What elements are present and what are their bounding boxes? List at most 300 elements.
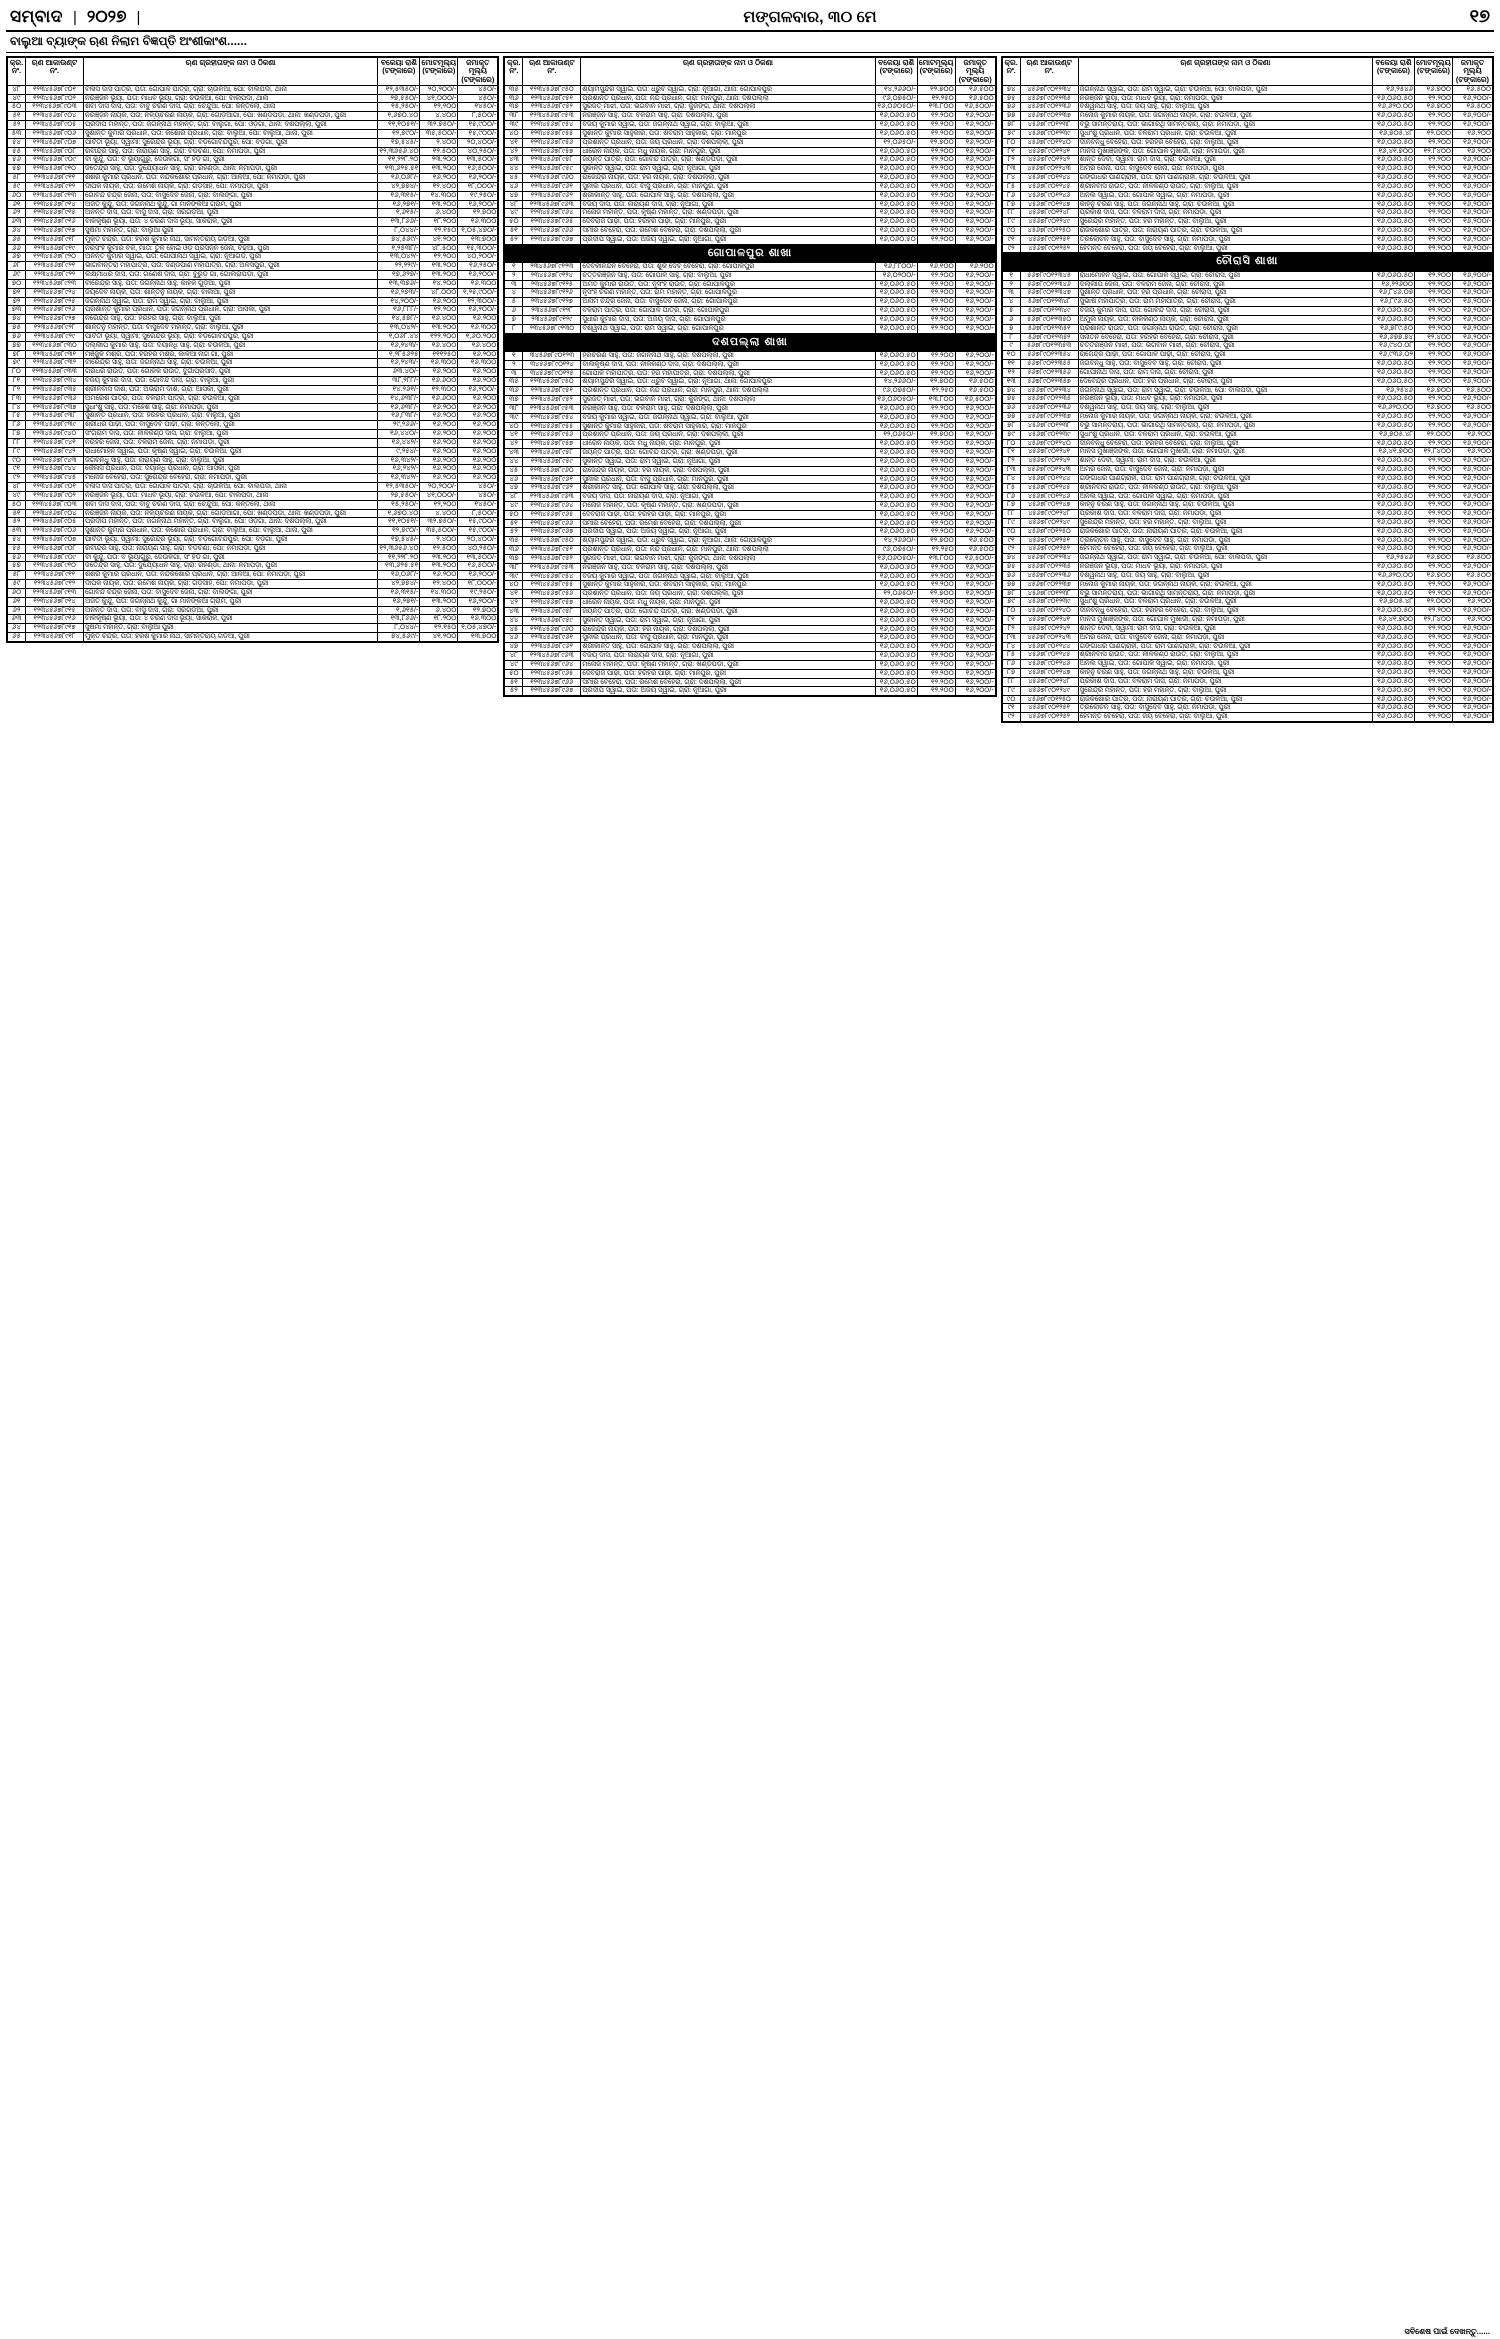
cell-serial: ୬୭ [8,253,26,262]
cell-borrower-name: ସୁଶାନ୍ତ କୁମାର ସାହୁକାର, ପିତା: ଶିବରାମ ସାହୁକାର, ଗ୍ରା: ମାନପୁର [581,422,875,431]
cell-serial: ୨ [505,271,523,280]
cell-deposit-value: ୧୬,୨୦୦/- [955,484,995,493]
table-row [1002,642,1492,651]
table-row [505,563,995,572]
table-row [1002,147,1492,156]
cell-outstanding: ୧୬,୦୬୦.୫୦ [1372,660,1414,669]
cell-deposit-value: ୧୬,୨୦୦/- [1452,138,1492,147]
cell-total-value: ୧୨.୨୦୦ [917,563,955,572]
cell-account: ୧୨୩୪୫୬୭୮୯୧୪ [26,597,84,606]
table-row [505,687,995,696]
cell-account: ୧୨୩୪୫୬୭୮୯୪୪ [26,465,84,474]
cell-outstanding: ୧୨,୦୬୫୦/- [875,590,917,599]
cell-borrower-name: ହେମନ୍ତ ବେହେରା, ପିତା: ଜୟ ବେହେରା, ଗ୍ରା: ବାଲୁଆ, ପୁରୀ [1078,545,1372,554]
cell-serial: ୫୯ [8,182,26,191]
cell-serial: ୪୯ [505,209,523,218]
cell-borrower-name: ସୁକାନ୍ତ ସ୍ୱାଇଁ, ପିତା: ରାମ ସ୍ୱାଇଁ, ଗ୍ରା: ନୂଆଗାଁ, ପୁରୀ [581,457,875,466]
cell-outstanding: ୧୬,୦୬୦.୫୦ [1372,209,1414,218]
cell-total-value: ୧୩.୨୦୦ [420,262,458,271]
cell-deposit-value: ୧୬,୨୦୦/- [955,315,995,324]
cell-outstanding: ୧୩,୮୬୬/- [378,615,420,624]
cell-total-value: ୧୨.୨୦୦ [1414,695,1452,704]
table-row [8,253,498,262]
cell-total-value: ୧୨.୨୦୦ [917,422,955,431]
table-row [8,465,498,474]
cell-outstanding: ୯,୨୫୪/- [378,447,420,456]
cell-serial: ୪୭ [505,484,523,493]
cell-borrower-name: ଶ୍ରୀନିବାସ ରାଉତ, ପିତା: ନୀଳକଣ୍ଠ ରାଉତ, ଗ୍ରା: ବାଲୁଆ, ପୁରୀ [1078,651,1372,660]
cell-account: ୧୨୩୪୫୬୭୮୯୦୬ [26,129,84,138]
cell-total-value: ୧୨.୨୦୦ [1414,209,1452,218]
cell-borrower-name: ସୁନୀଲ ପ୍ରଧାନ, ପିତା: ବାସୁ ପ୍ରଧାନ, ଗ୍ରା: ମାନପୁର, ପୁରୀ [581,634,875,643]
cell-serial: ୭୯ [1002,129,1020,138]
cell-deposit-value: ୮,୫୦୦/- [458,509,498,518]
cell-outstanding: ୧୬,୨୫୪୬ [1372,386,1414,395]
table-row [505,218,995,227]
cell-account: ୧୨୩୪୫୬୭୮୯୩୯ [26,421,84,430]
cell-total-value: ୧୨.୨୦୦ [917,440,955,449]
cell-borrower-name: ଗଙ୍ଗାଧର ପାଣିଗ୍ରାହୀ, ପିତା: ରାମ ପାଣିଗ୍ରାହୀ, ଗ୍ରା: ଚଉଳିଆ, ପୁରୀ [1078,474,1372,483]
table-row [1002,351,1492,360]
cell-deposit-value: ୧୯,୨୫୦/- [458,588,498,597]
cell-deposit-value: ୪୫୦/- [458,483,498,492]
cell-outstanding: ୧୬,୦୬୦.୫୦ [1372,686,1414,695]
table-row [1002,289,1492,298]
cell-borrower-name: ଲକ୍ଷ୍ମୀଧର ଦାସ, ପିତା: ଗଣେଶ ଦାସ, ଗ୍ରା: ବୁରୁଡ଼ି ଗାଁ, ଗୋଲରାପଡ଼ା, ପୁରୀ [84,271,378,280]
table-row [1002,165,1492,174]
cell-account: ୪୫୬୭୮୯୦୧୨୪୭ [1020,669,1078,678]
cell-borrower-name: ସଂଗ୍ରାମ ଦାସ, ପିତା: ନୀଳକଣ୍ଠ ଦାସ, ଗ୍ରା: ବାଲୁଆ, ପୁରୀ [84,430,378,439]
cell-account: ୧୨୩୪୫୬୭୮୯୫୪ [523,413,581,422]
cell-total-value: ୧୨.୨୦୦ [917,519,955,528]
th-account-2: ଋଣ ଆକାଉଣ୍ଟ ନଂ. [523,58,581,86]
cell-serial: ୩୫ [505,85,523,94]
th-account-1: ଋଣ ଆକାଉଣ୍ଟ ନଂ. [26,58,84,86]
cell-total-value: ୨୩.୨୦୦ [420,553,458,562]
cell-total-value: ୧୨.୨୦୦ [1414,271,1452,280]
cell-deposit-value: ୧୬,୨୦୦/- [955,493,995,502]
table-row [505,369,995,378]
cell-total-value: ୧୨.୨୦୦ [1414,713,1452,722]
auction-table-2 [504,57,995,696]
cell-total-value: ୧୩.୨୦୦ [420,597,458,606]
cell-serial: ୮୭ [8,430,26,439]
cell-deposit-value: ୧୬,୨୦୦/- [1452,457,1492,466]
cell-account: ୧୨୩୪୫୬୭୮୯୬୩ [523,493,581,502]
cell-total-value: ୧୬.୨୦୦ [420,571,458,580]
cell-borrower-name: ପ୍ରଶାନ୍ତ ପ୍ରଧାନ, ପିତା: ନନ୍ଦ ପ୍ରଧାନ, ଗ୍ରା: ମାନପୁର, ଥାନା: ଦଶପଲ୍ଲା [581,94,875,103]
cell-outstanding: ୧୬,୦୬୦.୫୦ [1372,633,1414,642]
cell-account: ୧୨୩୪୫୬୭୮୯୬୩ [523,652,581,661]
cell-total-value: ୧୨.୦୦୦ [1414,129,1452,138]
cell-deposit-value: ୧୬,୨୦୦/- [955,218,995,227]
cell-serial: ୭୫ [1002,563,1020,572]
cell-serial: ୩୫ [505,378,523,387]
table-row [505,121,995,130]
table-row [505,634,995,643]
cell-account: ୧୨୩୪୫୬୭୮୯୦୩ [26,103,84,112]
cell-total-value: ୧୨.୨୦୦ [1414,501,1452,510]
cell-borrower-name: ଶ୍ୟାମସୁନ୍ଦର ସ୍ୱାଇଁ, ପିତା: ଧ୍ରୁବ ସ୍ୱାଇଁ, ଗ୍ରା: ନୂଆଗାଁ, ଥାନା: ଗୋପାଳପୁର [581,537,875,546]
cell-total-value: ୧୨.୨୦୦ [917,501,955,510]
cell-serial: ୪୬ [505,475,523,484]
cell-deposit-value: ୧୬,୨୦୦/- [458,174,498,183]
cell-outstanding: ୧୬,୦୬୦.୫୦ [875,298,917,307]
cell-borrower-name: ଗୋବିନ୍ଦ ଚନ୍ଦ୍ର ଜେନା, ପିତା: ବାସୁଦେବ ଜେନା, ଗ୍ରା: ବାଲଙ୍ଗା, ପୁରୀ [84,588,378,597]
table-row [1002,580,1492,589]
cell-deposit-value: ୧୬,୨୦୦/- [458,385,498,394]
cell-account: ୧୨୩୪୫୬୭୮୯୪୧ [26,438,84,447]
cell-outstanding: ୭୪,୫୬୯/- [378,633,420,642]
cell-account: ୪୫୬୭୮୯୦୧୨୩୮ [1020,589,1078,598]
cell-total-value: ୧୨.୨୫୦ [917,387,955,396]
th-due-2: ଜମାକୃତ ମୂଲ୍ୟ (ଟଙ୍କାରେ) [955,58,995,86]
cell-outstanding: ୧୬,୪୧.୭୦୦ [1372,448,1414,457]
cell-borrower-name: ନିରଞ୍ଜନ ନାୟକ, ପିତା: ନିଳ୍ୟଚରଣ ନାୟକ, ଗ୍ରା: ଗୋଡ଼ିଆଗାଁ, ପୋ: ଖଣ୍ଡପଡ଼ା, ଥାନା: ଖଣ୍ଡପଡ଼ା, ପୁରୀ [84,112,378,121]
cell-deposit-value: ୧୬.୫୦୦ [955,94,995,103]
cell-borrower-name: ପ୍ରଶାନ୍ତ ପ୍ରଧାନ, ପିତା: ଜୟ ପ୍ରଧାନ, ଗ୍ରା: ଦଶପଲ୍ଲା, ପୁରୀ [581,431,875,440]
th-serial-2: କ୍ର. ନଂ. [505,58,523,86]
cell-outstanding: ୨୭,୫୫୦/- [378,94,420,103]
cell-borrower-name: ମନୋଜ କୁମାର ନାୟକ, ପିତା: ଜଗନ୍ନାଥ ନାୟକ, ଗ୍ରା: ଚଉଳିଆ, ପୁରୀ [1078,580,1372,589]
table-row [1002,421,1492,430]
cell-borrower-name: ଦେବରାଜ ପାଢ଼ୀ, ପିତା: ହରିହର ପାଢ଼ୀ, ଗ୍ରା: ମାନପୁର, ପୁରୀ [581,510,875,519]
cell-serial: ୮୮ [1002,510,1020,519]
cell-outstanding: ୧୬,୦୬୦.୫୦ [1372,483,1414,492]
cell-serial: ୪୦ [505,129,523,138]
cell-deposit-value: ୧୬,୨୦୦/- [955,616,995,625]
cell-borrower-name: ବାଳକୃଷ୍ଣ ଭୂୟାଁ, ପିତା: ୪ ଚରଣ ଦାସ ଭୂୟାଁ, ସାକରାଳ, ପୁରୀ [84,615,378,624]
cell-deposit-value: ୧୬,୨୦୦/- [1452,360,1492,369]
cell-borrower-name: ମନୋଜ କୁମାର ନାୟକ, ପିତା: ଜଗନ୍ନାଥ ନାୟକ, ଗ୍ରା: ଚଉଳିଆ, ପୁରୀ [1078,112,1372,121]
table-row [1002,156,1492,165]
cell-borrower-name: ଶିଶିର କୁମାର ପ୍ରଧାନ, ପିତା: ନନ୍ଦକିଶୋର ପ୍ରଧାନ, ଗ୍ରା: ଆଳିଆ, ପୋ: ନିମାପଡ଼ା, ପୁରୀ [84,174,378,183]
cell-total-value: ୧୨.୨୦୦ [1414,351,1452,360]
cell-total-value: ୪୮.୦୦୦ [420,288,458,297]
cell-borrower-name: ସୁଷମା ମହାନ୍ତି, ଗ୍ରା: ବାଲୁଆ ପୁରୀ [84,227,378,236]
cell-account: ୧୨୩୪୫୬୭୮୯୨୮ [26,324,84,333]
cell-outstanding: ୧୬,୦୬୦.୫୦ [875,466,917,475]
branch-section-header [1002,253,1492,271]
cell-outstanding: ୯୬,୦୭୫୦/- [875,94,917,103]
cell-deposit-value: ୧୬,୫୦୦/- [458,165,498,174]
cell-account: ୪୫୬୭୮୯୦୧୨୪୧ [1020,147,1078,156]
cell-outstanding: ୧୬,୦୬୦.୫୦ [1372,501,1414,510]
cell-account: ୧୨୩୪୫୬୭୮୯୬୨ [523,643,581,652]
table-row [8,262,498,271]
cell-borrower-name: ଜିତେନ୍ଦ୍ର ସାହୁ, ପିତା: ଦୁର୍ଯ୍ୟୋଧନ ସାହୁ, ଗ୍ରା: ରହଣ୍ଡା, ଥାନା: ନିମାପଡ଼ା, ପୁରୀ [84,165,378,174]
table-row [505,147,995,156]
cell-borrower-name: ବାଲକୃଷ୍ଣ ଦାସ, ପିତା: ନୀଳକଣ୍ଠ ଦାସ, ଗ୍ରା: ଦଶପଲ୍ଲା, ପୁରୀ [581,360,875,369]
cell-borrower-name: ନିରଞ୍ଜନ ନାୟକ, ପିତା: ନିଳ୍ୟଚରଣ ନାୟକ, ଗ୍ରା: ଗୋଡ଼ିଆଗାଁ, ପୋ: ଖଣ୍ଡପଡ଼ା, ଥାନା: ଖଣ୍ଡପଡ଼ା, ପୁରୀ [84,509,378,518]
cell-serial: ୫୭ [8,562,26,571]
cell-borrower-name: ସୁଧୀର କୁମାର ଦାସ, ପିତା: ଅଜୟ ଦାସ, ଗ୍ରା: ଗୋପାଳପୁର [581,315,875,324]
cell-account: ୧୨୩୪୫୬୭୮୯୨୬ [26,306,84,315]
cell-account: ୪୫୬୭୮୯୦୧୨୪୪ [1020,174,1078,183]
cell-total-value: ୧୬.୪୦୦ [420,315,458,324]
table-row [505,360,995,369]
cell-outstanding: ୧୬,୦୬୦.୫୦ [1372,492,1414,501]
cell-total-value: ୧୩.୨୦୦ [420,324,458,333]
cell-account: ୪୫୬୭୮୯୦୧୨୩୬ [1020,404,1078,413]
cell-serial: ୩୮ [505,563,523,572]
cell-borrower-name: ଅନିଲ ସ୍ୱାଇଁ, ପିତା: ଗୋପାଳ ସ୍ୱାଇଁ, ଗ୍ରା: ନିମାପଡ଼ା, ପୁରୀ [1078,191,1372,200]
table-row [505,449,995,458]
table-row [505,315,995,324]
cell-deposit-value: ୧୯,୨୫୦/- [458,191,498,200]
th-total-1: ମୋଟମୂଲ୍ୟ (ଟଙ୍କାରେ) [420,58,458,86]
cell-account: ୪୫୬୭୮୯୦୧୨୪୨ [1020,156,1078,165]
cell-serial: ୫୦ [505,669,523,678]
table-row [8,315,498,324]
cell-outstanding: ୧୬,୦୨୦୦/- [875,271,917,280]
cell-borrower-name: ଅମରେଶ ପାତ୍ର, ପିତା: ବଳରାମ ପାତ୍ର, ଗ୍ରା: ଚଉଳିଆ, ପୁରୀ [84,394,378,403]
cell-outstanding: ୧୬,୦୬୦.୫୦ [875,607,917,616]
cell-account: ୫୬୭୮୯୦୧୨୩୫୪ [1020,351,1078,360]
table-row [505,307,995,316]
cell-total-value: ୧୨.୨୦୦ [917,147,955,156]
cell-deposit-value: ୧୬,୨୦୦/- [1452,580,1492,589]
cell-total-value: ୧୨.୨୦୦ [1414,457,1452,466]
cell-total-value: ୧୨.୨୦୦ [917,660,955,669]
cell-account: ୧୨୩୪୫୬୭୮୯୬୪ [523,660,581,669]
cell-borrower-name: ନରହରି ଜେନା, ପିତା: ବଳରାମ ଜେନା, ଗ୍ରା: ନିମାପଡ଼ା, ପୁରୀ [84,438,378,447]
cell-serial: ୫୨ [505,528,523,537]
cell-serial: ୮୦ [1002,439,1020,448]
cell-borrower-name: ଦୀନବନ୍ଧୁ ବେହେରା, ପିତା: ହରିହର ବେହେରା, ଗ୍ରା: ବାଲୁଆ, ପୁରୀ [1078,439,1372,448]
cell-serial: ୧ [1002,271,1020,280]
cell-borrower-name: ରବୀନ୍ଦ୍ର ସାହୁ, ପିତା: ନାରାୟଣ ସାହୁ, ଗ୍ରା: ବଡ଼ଚଣା, ପୋ: ନିମାପଡ଼ା, ପୁରୀ [84,147,378,156]
cell-borrower-name: ଶ୍ୟାମସୁନ୍ଦର ସ୍ୱାଇଁ, ପିତା: ଧ୍ରୁବ ସ୍ୱାଇଁ, ଗ୍ରା: ନୂଆଗାଁ, ଥାନା: ଗୋପାଳପୁର [581,85,875,94]
cell-deposit-value: ୧୨.୭୦୦ [458,209,498,218]
cell-account: ୧୨୩୪୫୬୭୮୯୫୪ [523,121,581,130]
cell-serial: ୫୮ [8,571,26,580]
cell-total-value: ୧୬.୨୦୦ [420,438,458,447]
cell-deposit-value: ୧୬,୨୦୦/- [1452,342,1492,351]
cell-account: ୧୨୩୪୫୬୭୮୯୫୩ [523,112,581,121]
cell-account: ୪୫୬୭୮୯୦୧୨୩୮ [1020,421,1078,430]
table-row [8,174,498,183]
cell-serial: ୫୨ [8,518,26,527]
cell-deposit-value: ୧୬,୨୦୦/- [1452,660,1492,669]
cell-serial: ୮୩ [1002,165,1020,174]
cell-total-value: ୧୨.୨୦୦ [1414,182,1452,191]
cell-borrower-name: ସୁଧାଂଶୁ ପ୍ରଧାନ, ପିତା: ବଳରାମ ପ୍ରଧାନ, ଗ୍ରା: ଚଉଳିଆ, ପୁରୀ [1078,598,1372,607]
cell-total-value: ୬.୪୦୦ [420,209,458,218]
cell-outstanding: ୧୬,୦୬୦.୫୦ [1372,138,1414,147]
table-row [1002,244,1492,253]
cell-serial: ୧ [505,351,523,360]
cell-outstanding: ୩୮,୨୮୮/- [378,377,420,386]
cell-deposit-value: ୧୬,୨୦୦/- [1452,713,1492,722]
cell-outstanding: ୧୬,୦୬୦.୫୦ [1372,271,1414,280]
table-row [8,85,498,94]
table-row [1002,527,1492,536]
cell-outstanding: ୧୬,୮୪୬.୦୭ [1372,289,1414,298]
cell-outstanding: ୧୬,୦୬୦.୫୦ [1372,669,1414,678]
cell-account: ୪୫୬୭୮୯୦୧୨୪୭ [1020,200,1078,209]
cell-account: ୨୩୪୫୬୭୮୯୧୨୫ [523,280,581,289]
cell-deposit-value: ୧୬,୫୦୦/- [955,554,995,563]
cell-serial: ୪୨ [505,599,523,608]
cell-serial: ୯୧ [8,465,26,474]
cell-outstanding: ୧୬,୦୬୦.୫୦ [1372,307,1414,316]
cell-total-value: ୪୧,୦୦୦/- [420,94,458,103]
cell-total-value: ୧୬.୭୦୦ [1414,386,1452,395]
cell-total-value: ୧୬.୧୦୦ [917,262,955,271]
cell-deposit-value: ୧୮,୦୦୦/- [458,580,498,589]
cell-deposit-value: ୪୫୦/- [458,94,498,103]
table-row [8,606,498,615]
cell-deposit-value: ୧୬.୨୦୦ [458,438,498,447]
th-price-3: ବକେୟା ରାଶି (ଟଙ୍କାରେ) [1372,58,1414,86]
cell-serial: ୩୯ [505,572,523,581]
cell-serial: ୭୪ [1002,85,1020,94]
cell-account: ୪୫୬୭୮୯୦୧୨୪୯ [1020,686,1078,695]
cell-serial: ୮୨ [1002,156,1020,165]
table-row [505,440,995,449]
cell-serial: ୪୮ [505,200,523,209]
th-account-3: ଋଣ ଆକାଉଣ୍ଟ ନଂ. [1020,58,1078,86]
cell-total-value: ୨୦,୨୦୦/- [420,85,458,94]
cell-account: ୪୫୬୭୮୯୦୧୨୫୨ [1020,713,1078,722]
cell-deposit-value: ୪୫୦/- [458,491,498,500]
cell-total-value: ୧୨.୪୦୦ [420,580,458,589]
cell-deposit-value: ୧୬.୨୦୦ [1452,129,1492,138]
cell-deposit-value: ୧୬,୨୦୦/- [955,466,995,475]
cell-account: ୪୫୬୭୮୯୦୧୨୪୬ [1020,492,1078,501]
cell-borrower-name: କାହ୍ନୁ ଚରଣ ସାହୁ, ପିତା: ଜଗନ୍ନାଥ ସାହୁ, ଗ୍ରା: ଚଉଳିଆ, ପୁରୀ [1078,200,1372,209]
cell-outstanding: ୧୬,୦୬୦.୫୦ [875,599,917,608]
cell-deposit-value: ୧୬.୩୦୦ [458,218,498,227]
cell-serial: ୯୧ [1002,235,1020,244]
cell-outstanding: ୧୬,୦୬୦.୫୦ [875,501,917,510]
cell-serial: ୪୩ [505,156,523,165]
cell-serial: ୪୫ [505,625,523,634]
cell-borrower-name: ନିରଞ୍ଜନ ଭୂୟାଁ, ପିତା: ମାଧବ ଭୂୟାଁ, ଗ୍ରା: ନିମାପଡ଼ା, ପୁରୀ [1078,395,1372,404]
table-row [8,297,498,306]
table-row [1002,651,1492,660]
cell-total-value: ୧୨.୨୦୦ [1414,395,1452,404]
cell-account: ୧୨୩୪୫୬୭୮୯୧୧ [26,571,84,580]
cell-borrower-name: ମାନସ ମୁଖାଞ୍ଜିଙ୍କ, ପିତା: ଗୋପାଳ ମୁଖାର୍ଜୀ, ଗ୍ରା: ନିମାପଡ଼ା, ପୁରୀ [1078,448,1372,457]
cell-deposit-value: ୧୪୫୦/- [458,103,498,112]
table-row [1002,94,1492,103]
cell-outstanding: ୧୪,୨୬୬୦/- [875,85,917,94]
table-row [1002,607,1492,616]
branch-section-header [505,244,995,262]
table-row [505,404,995,413]
table-row [505,484,995,493]
table-row [1002,430,1492,439]
table-row [1002,85,1492,94]
cell-borrower-name: ଅନନ୍ତ କୁମାର ସ୍ୱାଇଁ, ପିତା: ଗୋପୀନାଥ ସ୍ୱାଇଁ, ଗ୍ରା: ନୂଆଗଡ଼, ପୁରୀ [84,253,378,262]
cell-outstanding: ୧୬,୨୨୬୦୦ [1372,280,1414,289]
cell-serial: ୮୦ [1002,138,1020,147]
cell-outstanding: ୧୨,୭୯୦/- [378,129,420,138]
cell-borrower-name: ଅମର ଜେନା, ପିତା: ବାସୁଦେବ ଜେନା, ଗ୍ରା: ନିମାପଡ଼ା, ପୁରୀ [1078,165,1372,174]
cell-deposit-value: ୧୬,୨୦୦/- [1452,518,1492,527]
table-row [8,588,498,597]
cell-outstanding: ୧୬,୦୬୦.୫୦ [1372,218,1414,227]
cell-total-value: ୧୨.୨୦୦ [917,493,955,502]
table-row [1002,598,1492,607]
cell-deposit-value: ୧୬,୨୦୦/- [955,307,995,316]
cell-borrower-name: ଜୟଦେବ ନାୟକ, ପିତା: ଶାନ୍ତନୁ ନାୟକ, ଗ୍ରା: ବାଲିଆ, ପୁରୀ [84,288,378,297]
cell-serial: ୫୫ [8,147,26,156]
table-row [505,554,995,563]
th-due-3: ଜମାକୃତ ମୂଲ୍ୟ (ଟଙ୍କାରେ) [1452,58,1492,86]
cell-account: ୧୨୩୪୫୬୭୮୯୦୮ [26,544,84,553]
cell-serial: ୬୦ [8,191,26,200]
table-row [505,200,995,209]
cell-total-value: ୧୨.୨୦୦ [917,271,955,280]
cell-serial: ୬୪ [8,227,26,236]
cell-account: ୪୫୬୭୮୯୦୧୨୩୭ [1020,413,1078,422]
cell-outstanding: ୧୬,୭୦୫.୪୮ [1372,129,1414,138]
cell-deposit-value: ୧୬,୨୦୦/- [458,306,498,315]
cell-borrower-name: ନିରଞ୍ଜନ ସାହୁ, ପିତା: ବଳରାମ ସାହୁ, ଗ୍ରା: ଦଶପଲ୍ଲା, ପୁରୀ [581,112,875,121]
cell-serial: ୭୩ [8,306,26,315]
cell-borrower-name: ସୁଧାଂଶୁ ପ୍ରଧାନ, ପିତା: ବଳରାମ ପ୍ରଧାନ, ଗ୍ରା: ଚଉଳିଆ, ପୁରୀ [1078,129,1372,138]
table-row [505,378,995,387]
cell-total-value: ୧୨.୨୦୦ [917,484,955,493]
cell-account: ୧୨୩୪୫୬୭୮୯୬୧ [523,634,581,643]
cell-outstanding: ୧୬,୦୬୦.୫୦ [875,616,917,625]
cell-serial: ୬ [1002,315,1020,324]
cell-outstanding: ୧,୬୭୦.୪୦ [378,112,420,121]
cell-outstanding: ୧୧,୧୦୫୧/- [378,121,420,130]
cell-account: ୪୫୬୭୮୯୦୧୨୪୨ [1020,457,1078,466]
cell-deposit-value: ୧୬,୨୦୦/- [955,165,995,174]
cell-deposit-value: ୧୬,୨୦୦/- [1452,209,1492,218]
cell-deposit-value: ୧୬.୩୦୦ [458,324,498,333]
cell-deposit-value: ୧୬,୨୦୦/- [955,200,995,209]
table-body-1 [8,85,498,641]
cell-deposit-value: ୧୬,୨୦୦/- [1452,492,1492,501]
cell-account: ୧୨୩୪୫୬୭୮୯୫୭ [523,440,581,449]
cell-account: ୧୨୩୪୫୬୭୮୯୫୯ [523,165,581,174]
cell-outstanding: ୧୩,୮୬୬/- [378,218,420,227]
cell-deposit-value: ୧୬.୫୦୦ [955,387,995,396]
cell-account: ୪୫୬୭୮୯୦୧୨୪୩ [1020,466,1078,475]
cell-total-value: ୨.୪୦୦ [420,138,458,147]
cell-total-value: ୧୨.୦୦୦ [1414,430,1452,439]
cell-serial: ୭୪ [1002,386,1020,395]
table-row [8,509,498,518]
cell-deposit-value: ୧୬,୨୦୦/- [1452,695,1492,704]
cell-deposit-value: ୧୬.୫୦୦ [1452,554,1492,563]
cell-total-value: ୧୨.୪୦୦ [1414,333,1452,342]
cell-account: ୧୨୩୪୫୬୭୮୯୩୩ [26,368,84,377]
cell-outstanding: ୧୬,୦୬୦.୫୦ [875,369,917,378]
cell-deposit-value: ୧୬,୨୦୦/- [1452,527,1492,536]
cell-account: ୪୫୬୭୮୯୦୧୨୩୪ [1020,554,1078,563]
cell-total-value: ୧୨.୨୦୦ [917,572,955,581]
cell-outstanding: ୧୬,୦୬୦.୫୦ [875,324,917,333]
cell-serial: ୪୮ [505,652,523,661]
cell-serial: ୮୬ [1002,660,1020,669]
cell-deposit-value: ୧୬,୨୦୦/- [955,147,995,156]
table-row [1002,235,1492,244]
table-row [505,280,995,289]
cell-account: ୧୨୩୪୫୬୭୮୯୦୭ [26,535,84,544]
cell-outstanding: ୧୬,୪୪୦/- [378,430,420,439]
cell-outstanding: ୧୬,୦୬୦.୫୦ [1372,368,1414,377]
table-row [1002,677,1492,686]
cell-account: ୫୬୭୮୯୦୧୨୩୪୬ [1020,280,1078,289]
table-row [505,616,995,625]
